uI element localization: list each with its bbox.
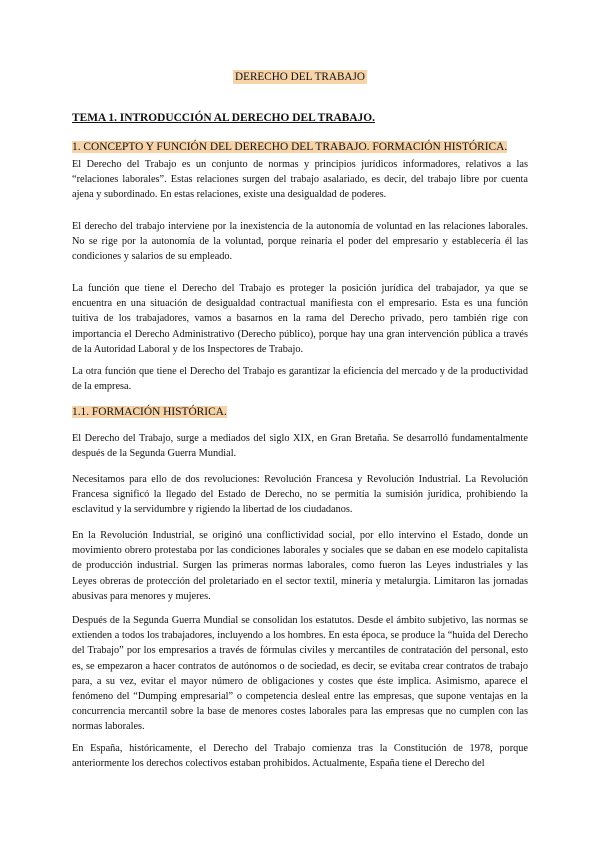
section-heading-formacion: 1.1. FORMACIÓN HISTÓRICA.: [72, 406, 227, 418]
paragraph-1: El Derecho del Trabajo es un conjunto de normas y principios jurídicos informadores, relativos a las “relaciones laborales”. Estas relaciones surgen del trabajo asalariado, es decir, del trabajo libre por cuenta ajena y subordinado. En estas relaciones, existe una desigualdad de poderes.: [72, 159, 528, 201]
paragraph-3: La función que tiene el Derecho del Trabajo es proteger la posición jurídica del trabajador, ya que se encuentra en una situación de desigualdad contractual manifiesta con el empresario. Esta es una función tuitiva de los trabajadores, vamos a basarnos en la rama del Derecho privado, pero también rige con importancia el Derecho Administrativo (Derecho público), porque hay una gran intervención pública a través de la Autoridad Laboral y de los Inspectores de Trabajo.: [72, 283, 528, 355]
paragraph-9: En España, históricamente, el Derecho del Trabajo comienza tras la Constitución de 1978, porque anteriormente los derechos colectivos estaban prohibidos. Actualmente, España tiene el Derecho del: [72, 743, 528, 770]
paragraph-4: La otra función que tiene el Derecho del Trabajo es garantizar la eficiencia del mercado y de la productividad de la empresa.: [72, 366, 528, 393]
section-heading-concepto: 1. CONCEPTO Y FUNCIÓN DEL DERECHO DEL TRABAJO. FORMACIÓN HISTÓRICA.: [72, 141, 508, 153]
document-title: DERECHO DEL TRABAJO: [235, 71, 365, 83]
paragraph-5: El Derecho del Trabajo, surge a mediados del siglo XIX, en Gran Bretaña. Se desarrolló fundamentalmente después de la Segunda Guerra Mundial.: [72, 433, 528, 460]
tema-heading: TEMA 1. INTRODUCCIÓN AL DERECHO DEL TRABAJO.: [72, 112, 375, 124]
paragraph-8: Después de la Segunda Guerra Mundial se consolidan los estatutos. Desde el ámbito subjetivo, las normas se extienden a todos los trabajadores, incluyendo a los hombres. En esta época, se produce la “huida del Derecho del Trabajo” por los empresarios a través de fórmulas civiles y mercantiles de contratación del personal, esto es, se empezaron a hacer contratos de autónomos o de sociedad, es decir, se evitaba crear contratos de trabajo para, a su vez, evitar el mayor número de obligaciones y costes que éste implica. Asimismo, aparece el fenómeno del “Dumping empresarial” o competencia desleal entre las empresas, que supone ventajas en la concurrencia mercantil sobre la base de menores costes laborales para las empresas que no cumplen con las normas laborales.: [72, 615, 528, 733]
paragraph-7: En la Revolución Industrial, se originó una conflictividad social, por ello intervino el Estado, donde un movimiento obrero protestaba por las condiciones laborales y sociales que se daban en ese modelo capitalista de producción industrial. Surgen las primeras normas laborales, como fueron las Leyes industriales y las Leyes obreras de protección del proletariado en el sector textil, minería y metalurgia. Limitaron las jornadas abusivas para menores y mujeres.: [72, 530, 528, 602]
paragraph-6: Necesitamos para ello de dos revoluciones: Revolución Francesa y Revolución Industrial. La Revolución Francesa significó la llegado del Estado de Derecho, no se permitía la sumisión jurídica, prohibiendo la esclavitud y la servidumbre y rigiendo la libertad de los ciudadanos.: [72, 474, 528, 516]
paragraph-2: El derecho del trabajo interviene por la inexistencia de la autonomía de voluntad en las relaciones laborales. No se rige por la autonomía de la voluntad, porque reinaría el poder del empresario y establecería él las condiciones y salarios de su empleado.: [72, 221, 528, 263]
